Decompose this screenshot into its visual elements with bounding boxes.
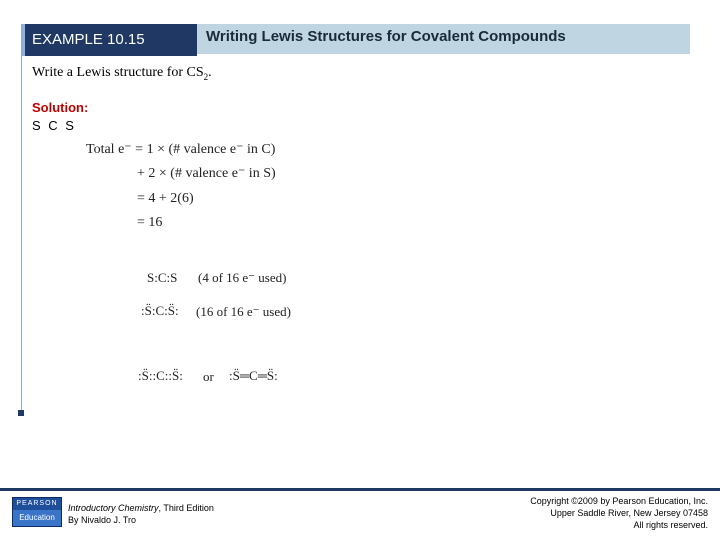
lewis-structure-4: :S̈═C═S̈: [229,368,278,383]
electron-count-1: (4 of 16 e⁻ used) [198,270,287,285]
calc-line-3: = 4 + 2(6) [137,191,194,206]
logo-top-text: PEARSON [16,500,58,507]
problem-period: . [208,65,212,80]
solution-atoms: S C S [32,118,76,133]
book-title-line [68,503,214,513]
problem-subscript: 2 [203,71,209,82]
calc-line-4: = 16 [137,215,163,230]
or-label: or [203,369,214,384]
calc-line-2: + 2 × (# valence e⁻ in S) [137,166,276,181]
example-number: EXAMPLE 10.15 [32,31,145,48]
book-author: By Nivaldo J. Tro [68,515,137,525]
pearson-logo [12,497,62,527]
slide-title: Writing Lewis Structures for Covalent Compounds [206,28,566,45]
electron-count-2: (16 of 16 e⁻ used) [196,304,291,319]
copyright-line-3: All rights reserved. [633,520,708,530]
lewis-structure-2: :S̈:C:S̈: [141,303,179,318]
book-edition: , Third Edition [158,503,214,513]
calc-line-1: Total e⁻ = 1 × (# valence e⁻ in C) [86,142,276,157]
footer-rule [0,488,720,491]
solution-label: Solution: [32,100,89,115]
lewis-structure-3: :S̈::C::S̈: [138,368,183,383]
logo-bottom-text: Education [19,513,55,522]
lewis-structure-1: S:C:S [147,270,178,285]
problem-text: Write a Lewis structure for CS [32,65,204,80]
book-title: Introductory Chemistry [68,503,159,513]
copyright-line-1: Copyright ©2009 by Pearson Education, Inc. [530,496,708,506]
copyright-line-2: Upper Saddle River, New Jersey 07458 [550,508,708,518]
left-accent-line [21,56,22,412]
left-accent-dot [18,410,24,416]
problem-statement [32,65,212,82]
